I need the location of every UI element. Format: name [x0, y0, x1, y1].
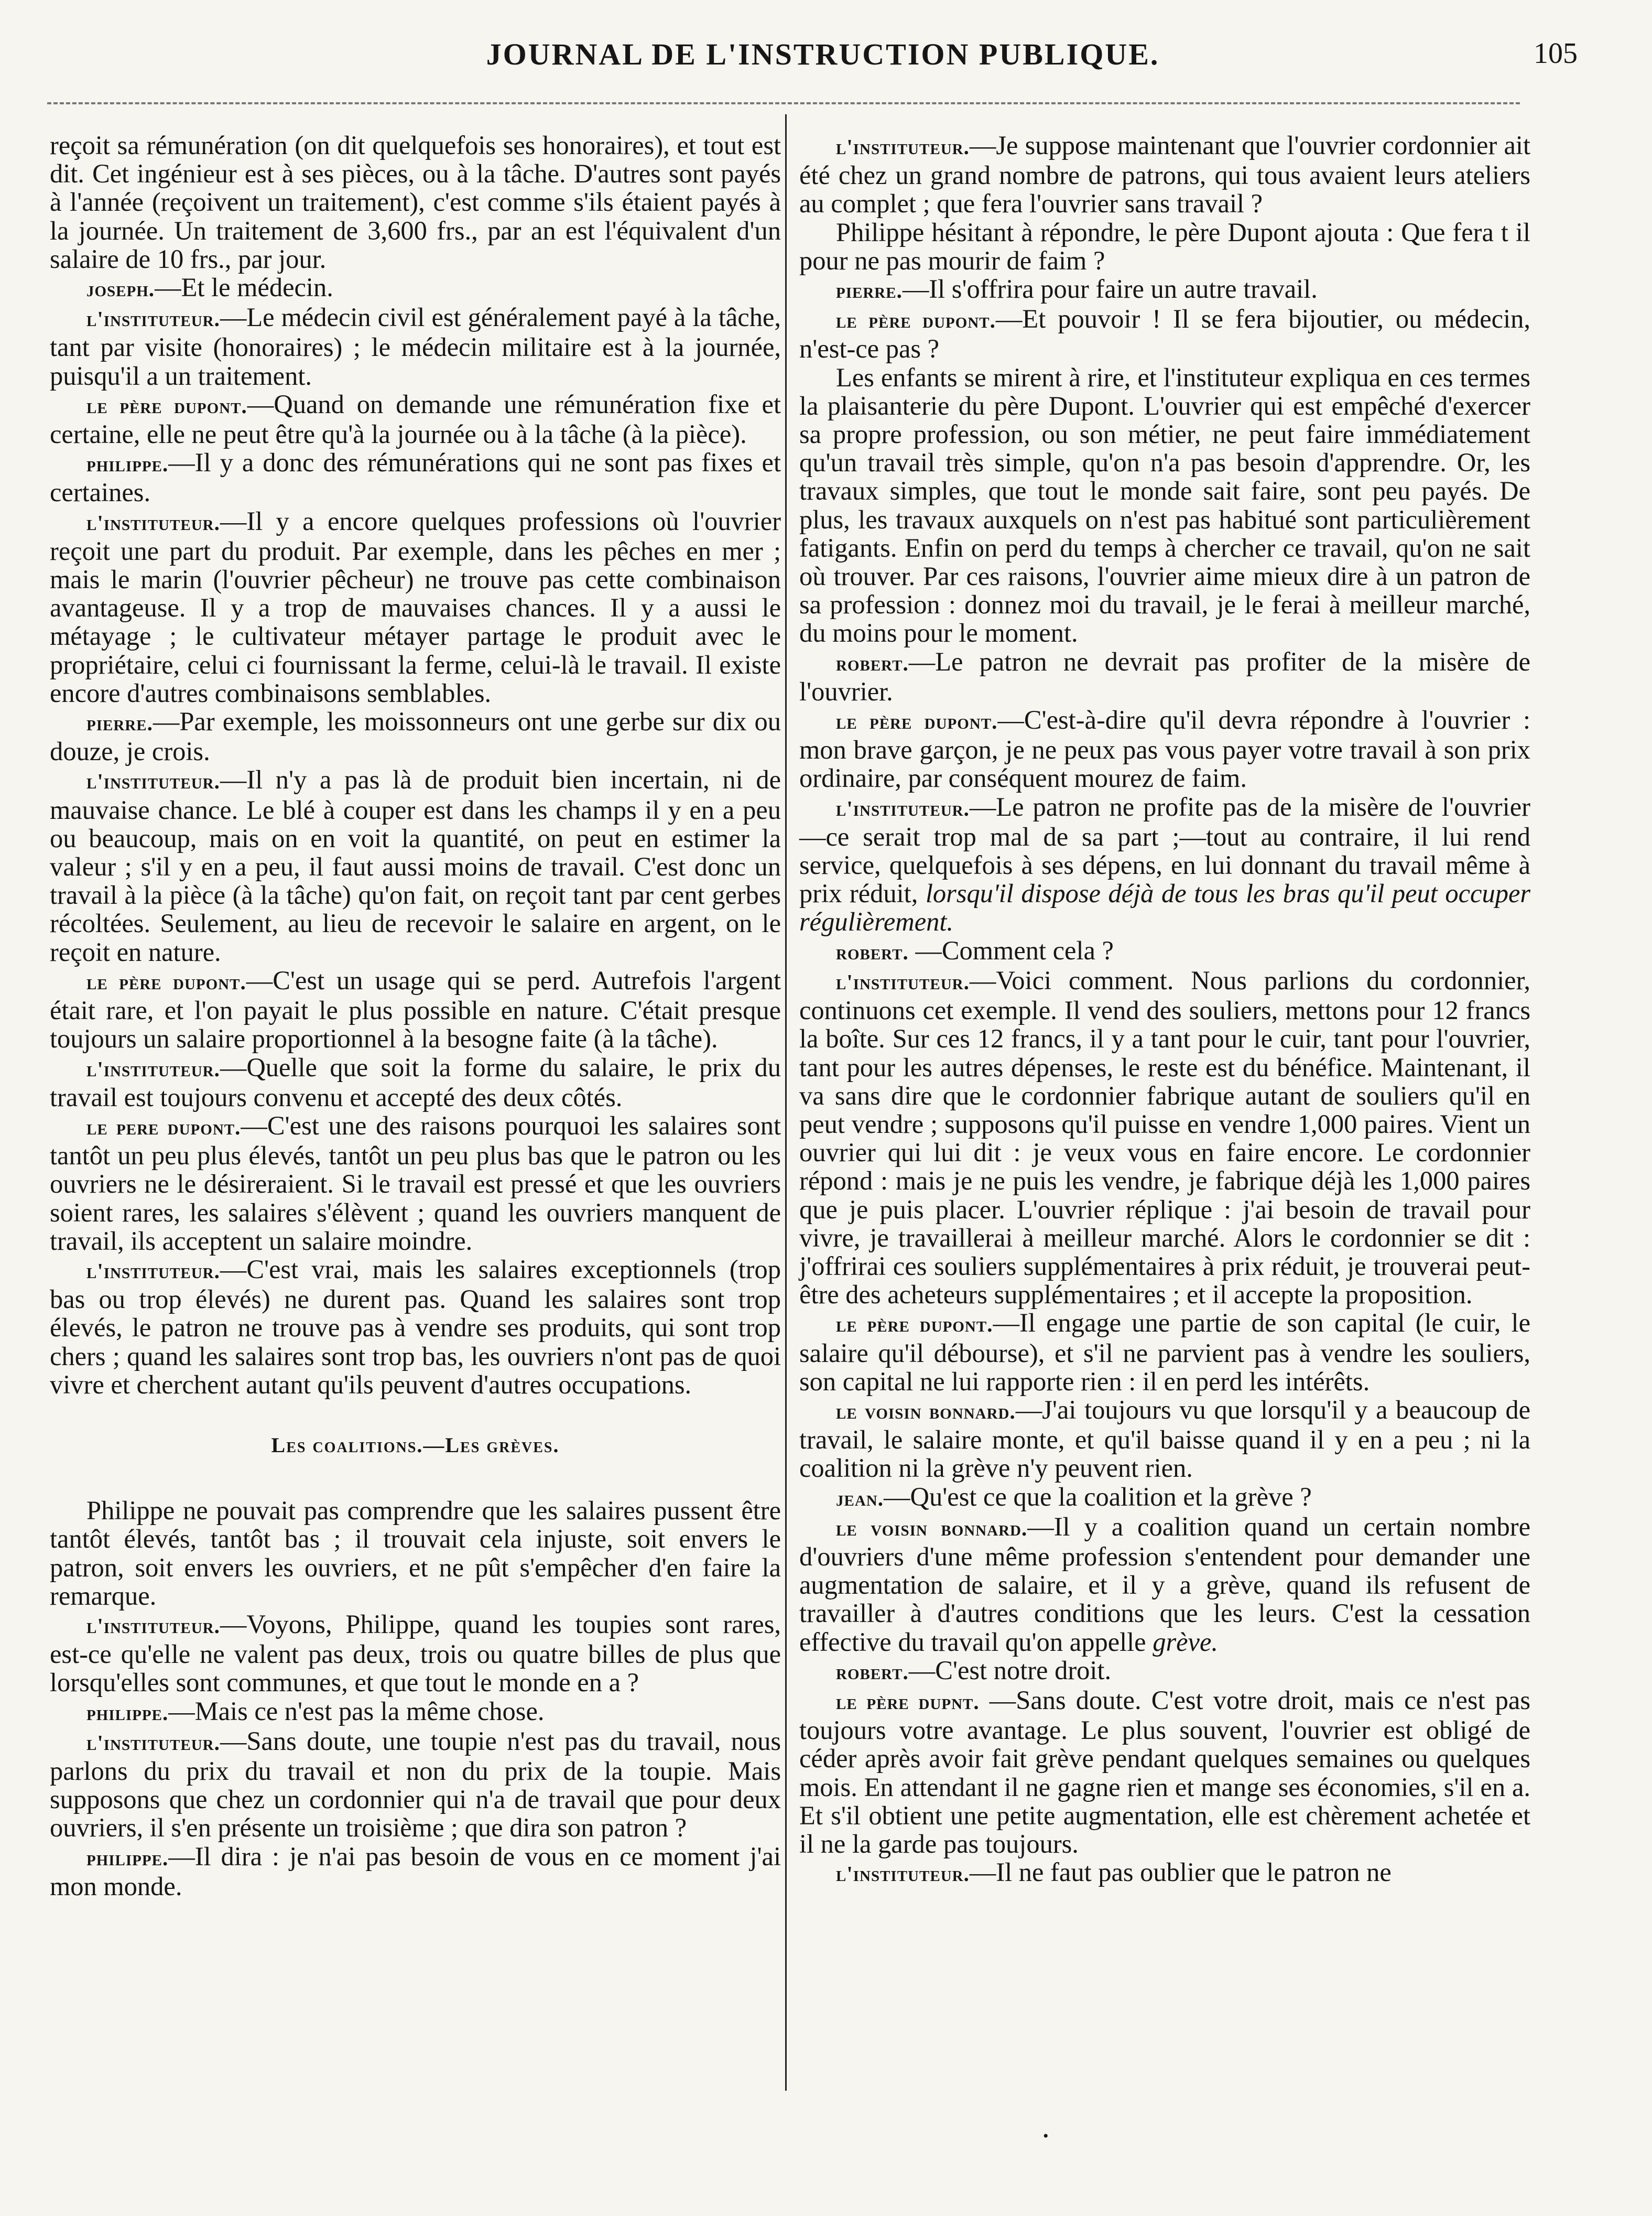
- paragraph-text: —Je suppose maintenant que l'ouvrier cordonnier ait été chez un grand nombre de patrons, qui tous avaient leurs ateliers au complet ; que fera l'ouvrier sans travail ?: [799, 131, 1530, 219]
- paragraph-text: —C'est notre droit.: [908, 1655, 1112, 1685]
- speaker-name: pierre.: [86, 711, 153, 736]
- speaker-name: l'instituteur.: [86, 1056, 220, 1081]
- speaker-name: philippe.: [86, 1845, 169, 1870]
- speaker-name: le voisin bonnard.: [836, 1399, 1016, 1423]
- header-rule: [47, 102, 1520, 104]
- paragraph: [799, 1396, 1530, 1483]
- paragraph: [50, 1842, 781, 1900]
- page-header: [47, 37, 1599, 79]
- paragraph: [50, 765, 781, 966]
- paragraph: [50, 1727, 781, 1842]
- journal-title: JOURNAL DE L'INSTRUCTION PUBLIQUE.: [486, 37, 1160, 71]
- speaker-name: l'instituteur.: [836, 796, 970, 820]
- speaker-name: robert.: [836, 651, 909, 675]
- paragraph-text: —Mais ce n'est pas la même chose.: [168, 1696, 545, 1726]
- paragraph: [50, 966, 781, 1053]
- speaker-name: robert.: [836, 939, 909, 964]
- paragraph: [799, 966, 1530, 1309]
- paragraph: [50, 273, 781, 303]
- footer-mark: •: [1043, 2127, 1049, 2145]
- paragraph-text: —Comment cela ?: [908, 935, 1114, 965]
- speaker-name: l'instituteur.: [86, 1258, 220, 1283]
- paragraph: [799, 131, 1530, 218]
- paragraph: [799, 1858, 1530, 1888]
- paragraph: [799, 275, 1530, 305]
- speaker-name: pierre.: [836, 278, 903, 303]
- paragraph: [50, 448, 781, 506]
- paragraph-text: —C'est vrai, mais les salaires exceptionnels (trop bas ou trop élevés) ne durent pas. Quand les salaires sont trop élevés, le patron ne trouve pas à vendre ses produits, qui sont trop chers ; quand les salaires sont trop bas, les ouvriers n'ont pas de quoi vivre et cherchent autant qu'ils peuvent d'autres occupations.: [50, 1254, 781, 1399]
- paragraph-text: —Il engage une partie de son capital (le cuir, le salaire qu'il débourse), et s'il ne parvient pas à vendre les souliers, son capital ne lui rapporte rien : il en perd les intérêts.: [799, 1308, 1530, 1396]
- paragraph-text: —Sans doute, une toupie n'est pas du travail, nous parlons du prix du travail et non du prix de la toupie. Mais supposons que chez un cordonnier qui n'a de travail que pour deux ouvriers, il s'en présente un troisième ; que dira son patron ?: [50, 1726, 781, 1843]
- paragraph-text: —Il n'y a pas là de produit bien incertain, ni de mauvaise chance. Le blé à couper est dans les champs il y en a peu ou beaucoup, mais on en voit la quantité, on peut en estimer la valeur ; s'il y en a peu, il faut aussi moins de travail. C'est donc un travail à la pièce (à la tâche) qu'on fait, on reçoit tant par cent gerbes récoltées. Seulement, au lieu de recevoir le salaire en argent, on le reçoit en nature.: [50, 765, 781, 967]
- paragraph-text: —Quand on demande une rémunération fixe et certaine, elle ne peut être qu'à la journée ou à la tâche (à la pièce).: [50, 389, 781, 449]
- paragraph-text: —Par exemple, les moissonneurs ont une gerbe sur dix ou douze, je crois.: [50, 707, 781, 766]
- paragraph-text: —Il y a coalition quand un certain nombre d'ouvriers d'une même profession s'entendent pour demander une augmentation de salaire, et il y a grève, quand ils refusent de travailler à d'autres conditions que les leurs. C'est la cessation effective du travail qu'on appelle: [799, 1511, 1530, 1657]
- left-column: [50, 131, 781, 1900]
- paragraph: [50, 1053, 781, 1111]
- speaker-name: l'instituteur.: [86, 769, 220, 794]
- paragraph-text: Philippe hésitant à répondre, le père Dupont ajouta : Que fera t il pour ne pas mourir de faim ?: [799, 217, 1530, 275]
- paragraph-text: —C'est-à-dire qu'il devra répondre à l'ouvrier : mon brave garçon, je ne peux pas vous payer votre travail à son prix ordinaire, par conséquent mourez de faim.: [799, 705, 1530, 793]
- speaker-name: robert.: [836, 1659, 909, 1684]
- speaker-name: l'instituteur.: [86, 1730, 220, 1755]
- paragraph: [799, 1686, 1530, 1858]
- paragraph: [799, 1512, 1530, 1656]
- section-heading: Les coalitions.—Les grèves.: [271, 1433, 560, 1457]
- paragraph: [50, 1111, 781, 1255]
- paragraph: [799, 218, 1530, 275]
- speaker-name: le père dupont.: [836, 308, 996, 333]
- paragraph-text: —Il s'offrira pour faire un autre travail.: [902, 274, 1318, 304]
- speaker-name: le pere dupont.: [86, 1115, 241, 1139]
- paragraph-text: —Qu'est ce que la coalition et la grève ?: [883, 1482, 1312, 1511]
- right-column: [799, 131, 1530, 1888]
- paragraph-text: reçoit sa rémunération (on dit quelquefois ses honoraires), et tout est dit. Cet ingénieur est à ses pièces, ou à la tâche. D'autres sont payés à l'année (reçoivent un traitement), c'est comme s'ils étaient payés à la journée. Un traitement de 3,600 frs., par an est l'équivalent d'un salaire de 10 frs., par jour.: [50, 131, 781, 274]
- paragraph: [799, 305, 1530, 363]
- paragraph: [50, 1496, 781, 1610]
- speaker-name: le voisin bonnard.: [836, 1516, 1028, 1540]
- paragraph-text: —C'est une des raisons pourquoi les salaires sont tantôt un peu plus élevés, tantôt un peu plus bas que le patron ou les ouvriers ne le désireraient. Si le travail est pressé et que les ouvriers soient rares, les salaires s'élèvent ; quand les ouvriers manquent de travail, ils acceptent un salaire moindre.: [50, 1110, 781, 1256]
- speaker-name: l'instituteur.: [836, 135, 970, 159]
- paragraph: [799, 1656, 1530, 1686]
- paragraph: [50, 507, 781, 707]
- speaker-name: l'instituteur.: [86, 307, 220, 331]
- paragraph: [50, 131, 781, 273]
- paragraph-text: —Voyons, Philippe, quand les toupies sont rares, est-ce qu'elle ne valent pas deux, trois ou quatre billes de plus que lorsqu'elles sont communes, et que tout le monde en a ?: [50, 1609, 781, 1698]
- paragraph-text: —Voici comment. Nous parlions du cordonnier, continuons cet exemple. Il vend des souliers, mettons pour 12 francs la boîte. Sur ces 12 francs, il y a tant pour le cuir, tant pour l'ouvrier, tant pour les autres dépenses, le reste est du bénéfice. Maintenant, il va sans dire que le cordonnier fabrique autant de souliers qu'il en peut vendre ; supposons qu'il puisse en vendre 1,000 paires. Vient un ouvrier qui lui dit : je veux vous en faire encore. Le cordonnier répond : mais je ne puis les vendre, je fabrique déjà les 1,000 paires que je puis placer. L'ouvrier réplique : j'ai besoin de travail pour vivre, je travaillerai à meilleur marché. Alors le cordonnier se dit : j'offrirai ces souliers supplémentaires à prix réduit, je trouverai peut-être des acheteurs supplémentaires ; et il accepte la proposition.: [799, 965, 1530, 1310]
- paragraph: [50, 707, 781, 765]
- speaker-name: philippe.: [86, 452, 169, 477]
- paragraph-text: —Il y a donc des rémunérations qui ne sont pas fixes et certaines.: [50, 448, 781, 507]
- paragraph-text: —Il dira : je n'ai pas besoin de vous en ce moment j'ai mon monde.: [50, 1841, 781, 1901]
- paragraph: [799, 706, 1530, 793]
- speaker-name: l'instituteur.: [86, 1613, 220, 1638]
- paragraph-text: —Le patron ne profite pas de la misère de l'ouvrier—ce serait trop mal de sa part ;—tout au contraire, il lui rend service, quelquefois à ses dépens, en lui donnant du travail même à prix réduit,: [799, 792, 1530, 909]
- speaker-name: le père dupont.: [836, 709, 998, 734]
- speaker-name: le père dupont.: [86, 969, 246, 994]
- paragraph-text: —Et le médecin.: [155, 273, 333, 302]
- speaker-name: le père dupnt.: [836, 1689, 980, 1714]
- speaker-name: l'instituteur.: [836, 969, 970, 994]
- paragraph-text: —Sans doute. C'est votre droit, mais ce n'est pas toujours votre avantage. Le plus souvent, l'ouvrier est obligé de céder après avoir fait grève pendant quelques semaines ou quelques mois. En attendant il ne gagne rien et mange ses économies, s'il en a. Et s'il obtient une petite augmentation, elle est chèrement achetée et il ne la garde pas toujours.: [799, 1685, 1530, 1858]
- paragraph-text: —Quelle que soit la forme du salaire, le prix du travail est toujours convenu et accepté des deux côtés.: [50, 1052, 781, 1112]
- speaker-name: l'instituteur.: [86, 510, 220, 535]
- speaker-name: jean.: [836, 1486, 884, 1510]
- paragraph-text: —Il y a encore quelques professions où l'ouvrier reçoit une part du produit. Par exemple, dans les pêches en mer ; mais le marin (l'ouvrier pêcheur) ne trouve pas cette combinaison avantageuse. Il y a trop de mauvaises chances. Il y a aussi le métayage ; le cultivateur métayer partage le produit avec le propriétaire, celui ci fournissant la ferme, celui-là le travail. Il existe encore d'autres combinaisons semblables.: [50, 506, 781, 708]
- paragraph-text: Philippe ne pouvait pas comprendre que les salaires pussent être tantôt élevés, tantôt bas ; il trouvait cela injuste, soit envers le patron, soit envers les ouvriers, et ne pût s'empêcher d'en faire la remarque.: [50, 1496, 781, 1610]
- paragraph-text: —Il ne faut pas oublier que le patron ne: [969, 1857, 1392, 1887]
- speaker-name: philippe.: [86, 1700, 169, 1725]
- speaker-name: le père dupont.: [836, 1312, 993, 1337]
- paragraph-text: —Et pouvoir ! Il se fera bijoutier, ou médecin, n'est-ce pas ?: [799, 304, 1530, 364]
- speaker-name: le père dupont.: [86, 393, 247, 418]
- paragraph: [50, 1697, 781, 1727]
- paragraph-text: Les enfants se mirent à rire, et l'instituteur expliqua en ces termes la plaisanterie du père Dupont. L'ouvrier qui est empêché d'exercer sa propre profession, ou son métier, ne peut faire immédiatement qu'un travail très simple, qu'on n'a pas besoin d'apprendre. Or, les travaux simples, que tout le monde sait faire, sont peu payés. De plus, les travaux auxquels on n'est pas habitué sont particulièrement fatigants. Enfin on perd du temps à chercher ce travail, qu'on ne sait où trouver. Par ces raisons, l'ouvrier aime mieux dire à un patron de sa profession : donnez moi du travail, je le ferai à meilleur marché, du moins pour le moment.: [799, 362, 1530, 648]
- paragraph: [799, 793, 1530, 936]
- speaker-name: joseph.: [86, 277, 155, 301]
- paragraph: [50, 1610, 781, 1697]
- paragraph-text: —Le patron ne devrait pas profiter de la misère de l'ouvrier.: [799, 646, 1530, 706]
- paragraph-text: —Le médecin civil est généralement payé à la tâche, tant par visite (honoraires) ; le médecin militaire est à la journée, puisqu'il a un traitement.: [50, 302, 781, 391]
- paragraph: [50, 390, 781, 448]
- paragraph: [799, 1309, 1530, 1396]
- column-divider: [785, 114, 787, 2091]
- emphasized-text: lorsqu'il dispose déjà de tous les bras qu'il peut occuper régulièrement.: [799, 879, 1531, 937]
- paragraph: [799, 363, 1530, 647]
- speaker-name: l'instituteur.: [836, 1862, 970, 1886]
- paragraph: [799, 1483, 1530, 1512]
- emphasized-text: grève.: [1153, 1627, 1218, 1657]
- page-number: 105: [1534, 37, 1578, 70]
- paragraph: [50, 303, 781, 390]
- paragraph-text: —C'est un usage qui se perd. Autrefois l'argent était rare, et l'on payait le plus possible en nature. C'était presque toujours un salaire proportionnel à la besogne faite (à la tâche).: [50, 965, 781, 1054]
- paragraph: [799, 647, 1530, 706]
- paragraph: [799, 936, 1530, 966]
- paragraph: [50, 1255, 781, 1399]
- paragraph-text: —J'ai toujours vu que lorsqu'il y a beaucoup de travail, le salaire monte, et qu'il baisse quand il y en a peu ; ni la coalition ni la grève n'y peuvent rien.: [799, 1395, 1530, 1483]
